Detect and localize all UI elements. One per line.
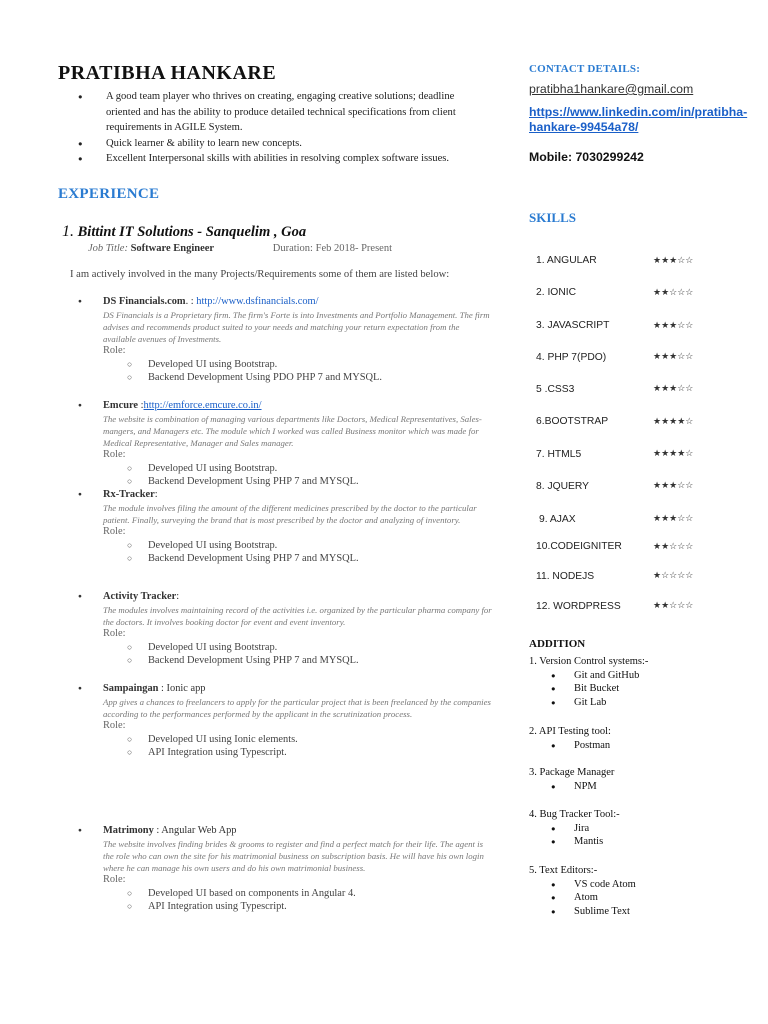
skill-name: 12. WORDPRESS	[536, 601, 621, 612]
skill-rating: ★★★★☆	[653, 416, 694, 426]
project-title-line	[78, 489, 493, 502]
job-line: Job Title: Software Engineer Duration: Feb 2018- Present	[88, 243, 393, 254]
skill-name: 4. PHP 7(PDO)	[536, 352, 607, 363]
project-description: The modules involves maintaining record of the activities i.e. organized by the particular pharma company for the doctors. It involves booking doctor for event and event inventory.	[103, 604, 492, 627]
skill-name: 10.CODEIGNITER	[536, 541, 622, 552]
project-title: Matrimony	[103, 825, 154, 836]
project-separator: . :	[185, 296, 197, 307]
skill-rating: ★★★☆☆	[653, 383, 694, 393]
skill-name: 5 .CSS3	[536, 384, 575, 395]
project-title: Emcure	[103, 400, 139, 411]
role-item: ○ API Integration using Typescript.	[78, 900, 493, 914]
addition-item: ● VS code Atom	[529, 878, 636, 892]
skill-rating: ★★★☆☆	[653, 255, 694, 265]
addition-group	[529, 766, 614, 793]
addition-item: ● Sublime Text	[529, 905, 636, 919]
addition-item: ● Postman	[529, 739, 611, 753]
addition-item: ● Bit Bucket	[529, 682, 648, 696]
project-description: DS Financials is a Proprietary firm. The firm's Forte is into Investments and Portfolio Management. The firm advises and recommends product suited to your needs and matching your return expectation from the available avenues of Investments.	[103, 309, 490, 345]
role-label: Role:	[103, 526, 126, 538]
role-label: Role:	[103, 628, 126, 640]
project-description: The website involves finding brides & grooms to register and find a perfect match for their life. The agent is the role who can own the site for his matrimonial business on subscription basis. He will have his own login where he can manage his own users and do his own matrimonial business.	[103, 838, 484, 874]
role-item: ○ Backend Development Using PHP 7 and MYSQL.	[78, 552, 493, 566]
skill-name: 7. HTML5	[536, 449, 582, 460]
skill-name: 8. JQUERY	[536, 481, 590, 492]
project-title-line	[78, 825, 493, 838]
project-description: The website is combination of managing various departments like Doctors, Medical Representatives, Sales-mangers, and Managers etc. The module which I worked was called Business monitor which was made for Medical Representative, Manager and Sales manager.	[103, 413, 482, 449]
addition-item: ● Atom	[529, 891, 636, 905]
skill-rating: ★★★☆☆	[653, 513, 694, 523]
summary-item: ● Excellent Interpersonal skills with abilities in resolving complex software issues.	[78, 151, 488, 167]
addition-item: ● Git and GitHub	[529, 669, 648, 683]
company-name: Bittint IT Solutions - Sanquelim , Goa	[77, 224, 307, 240]
role-item: ○ Developed UI using Bootstrap.	[78, 462, 493, 476]
job-title-label: Job Title	[88, 243, 125, 254]
role-item: ○ Developed UI using Bootstrap.	[78, 358, 493, 372]
summary-item: ● A good team player who thrives on creating, engaging creative solutions; deadline oriented and has the ability to produce detailed technical specifications from client requirements in AGILE System.	[78, 89, 488, 136]
skill-name: 9. AJAX	[539, 514, 576, 525]
addition-item: ● Jira	[529, 822, 620, 836]
job-duration: Duration: Feb 2018- Present	[272, 243, 393, 254]
role-label: Role:	[103, 720, 126, 732]
role-item: ○ API Integration using Typescript.	[78, 746, 493, 760]
project-separator: :	[138, 400, 144, 411]
skill-rating: ★★☆☆☆	[653, 541, 694, 551]
addition-group	[529, 655, 648, 709]
project-title-line	[78, 400, 493, 413]
project-link[interactable]: http://www.dsfinancials.com/	[196, 296, 319, 307]
contact-heading: CONTACT DETAILS:	[529, 63, 641, 75]
project-item	[78, 296, 493, 385]
skill-rating: ★★★☆☆	[653, 320, 694, 330]
skill-name: 3. JAVASCRIPT	[536, 320, 610, 331]
experience-intro: I am actively involved in the many Projects/Requirements some of them are listed below:	[70, 269, 450, 280]
role-item: ○ Backend Development Using PHP 7 and MYSQL.	[78, 654, 493, 668]
project-separator: : Angular Web App	[153, 825, 237, 836]
project-item	[78, 400, 493, 489]
project-title: Sampaingan	[103, 683, 159, 694]
project-title-line	[78, 591, 493, 604]
role-label: Role:	[103, 449, 126, 461]
addition-group-title: 5. Text Editors:-	[529, 865, 598, 876]
addition-group	[529, 808, 620, 849]
addition-item: ● Git Lab	[529, 696, 648, 710]
skill-rating: ★☆☆☆☆	[653, 570, 694, 580]
skill-rating: ★★★★☆	[653, 448, 694, 458]
addition-group-title: 2. API Testing tool:	[529, 726, 611, 737]
role-item: ○ Backend Development Using PHP 7 and MYSQL.	[78, 475, 493, 489]
project-link[interactable]: http://emforce.emcure.co.in/	[143, 400, 262, 411]
mobile-number: Mobile: 7030299242	[529, 150, 644, 164]
job-title: Software Engineer	[130, 243, 215, 254]
addition-group-title: 1. Version Control systems:-	[529, 656, 649, 667]
linkedin-link[interactable]: https://www.linkedin.com/in/pratibha-hankare-99454a78/	[529, 105, 748, 134]
addition-heading: ADDITION	[529, 638, 586, 650]
role-item: ○ Developed UI using Ionic elements.	[78, 733, 493, 747]
role-item: ○ Developed UI using Bootstrap.	[78, 539, 493, 553]
company-number: 1.	[62, 223, 74, 240]
candidate-name: PRATIBHA HANKARE	[58, 62, 277, 84]
addition-group	[529, 864, 636, 918]
project-item	[78, 591, 493, 668]
skills-heading: SKILLS	[529, 210, 576, 225]
skill-rating: ★★☆☆☆	[653, 287, 694, 297]
experience-heading: EXPERIENCE	[58, 186, 160, 202]
role-label: Role:	[103, 874, 126, 886]
skill-rating: ★★☆☆☆	[653, 600, 694, 610]
project-item	[78, 489, 493, 566]
project-title: Activity Tracker	[103, 591, 177, 602]
summary-list	[78, 89, 488, 167]
addition-group-title: 4. Bug Tracker Tool:-	[529, 809, 620, 820]
project-separator: :	[154, 489, 158, 500]
addition-item: ● Mantis	[529, 835, 620, 849]
skill-name: 2. IONIC	[536, 287, 577, 298]
project-title: DS Financials.com	[103, 296, 186, 307]
project-title-line	[78, 683, 493, 696]
project-description: The module involves filing the amount of the different medicines prescribed by the doctor to the particular patient. Finally, surveying the brand that is most prescribed by the doctor and analyzing of inventory.	[103, 502, 477, 525]
addition-group-title: 3. Package Manager	[529, 767, 615, 778]
project-separator: : Ionic app	[158, 683, 206, 694]
skill-name: 11. NODEJS	[536, 571, 595, 582]
role-item: ○ Backend Development Using PDO PHP 7 and MYSQL.	[78, 371, 493, 385]
company-heading	[62, 223, 306, 241]
skill-rating: ★★★☆☆	[653, 480, 694, 490]
skill-name: 6.BOOTSTRAP	[536, 416, 609, 427]
summary-item: ● Quick learner & ability to learn new concepts.	[78, 136, 488, 152]
email-link[interactable]: pratibha1hankare@gmail.com	[529, 82, 694, 96]
role-item: ○ Developed UI using Bootstrap.	[78, 641, 493, 655]
project-title: Rx-Tracker	[103, 489, 155, 500]
addition-item: ● NPM	[529, 780, 614, 794]
skill-rating: ★★★☆☆	[653, 351, 694, 361]
project-separator: :	[176, 591, 180, 602]
project-description: App gives a chances to freelancers to apply for the particular project that is been freelanced by the companies according to the performances performed by the applicant in the scrutinization process.	[103, 696, 491, 719]
project-title-line	[78, 296, 493, 309]
skill-name: 1. ANGULAR	[536, 255, 597, 266]
role-item: ○ Developed UI based on components in Angular 4.	[78, 887, 493, 901]
addition-group	[529, 725, 611, 752]
project-item	[78, 683, 493, 760]
project-item	[78, 825, 493, 914]
role-label: Role:	[103, 345, 126, 357]
